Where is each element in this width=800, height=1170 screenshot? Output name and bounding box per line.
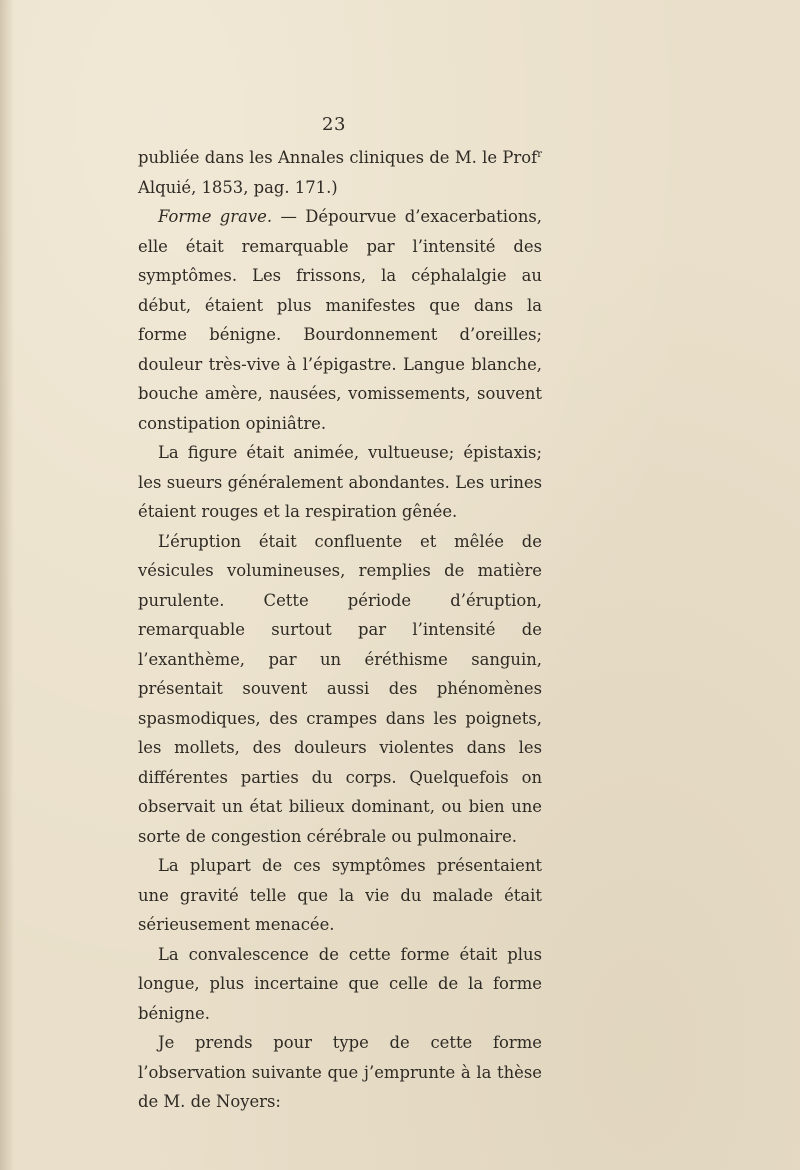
text-span: Je prends pour type de cette forme l’observation suivante que j’emprunte à la thèse de M. de Noyers: (138, 1033, 542, 1111)
paragraph (138, 851, 542, 940)
text-span: publiée dans les Annales cliniques de M. le Prof (138, 148, 538, 167)
paragraph (138, 143, 542, 202)
text-span: La plupart de ces symptômes présentaient une gravité telle que la vie du malade était sérieusement menacée. (138, 856, 542, 934)
paragraph (138, 527, 542, 852)
body-text (138, 143, 542, 1117)
text-span: Alquié, 1853, pag. 171.) (138, 177, 338, 197)
paragraph (138, 940, 542, 1029)
section-heading-inline: Forme grave. (158, 207, 273, 226)
text-span: — Dépourvue d’exacerbations, elle était remarquable par l’intensité des symptômes. Les frissons, la céphalalgie au début, étaient plus manifestes que dans la forme bénigne. Bourdonnement d’oreilles; douleur très-vive à l’épigastre. Langue blanche, bouche amère, nausées, vomissements, souvent constipation opiniâtre. (138, 207, 542, 433)
text-span: L’éruption était confluente et mêlée de vésicules volumineuses, remplies de matière purulente. Cette période d’éruption, remarquable surtout par l’intensité de l’exanthème, par un éréthisme sanguin, présentait souvent aussi des phénomènes spasmodiques, des crampes dans les poignets, les mollets, des douleurs violentes dans les différentes parties du corps. Quelquefois on observait un état bilieux dominant, ou bien une sorte de congestion cérébrale ou pulmonaire. (138, 531, 542, 846)
page-binding-shadow (0, 0, 14, 1170)
paragraph (138, 202, 542, 438)
paragraph (138, 1028, 542, 1117)
text-span: La figure était animée, vultueuse; épistaxis; les sueurs généralement abondantes. Les urines étaient rouges et la respiration gênée. (138, 443, 542, 521)
page-number: 23 (322, 114, 346, 135)
paragraph (138, 438, 542, 527)
superscript: r (537, 149, 542, 160)
text-span: La convalescence de cette forme était plus longue, plus incertaine que celle de la forme bénigne. (138, 944, 542, 1023)
